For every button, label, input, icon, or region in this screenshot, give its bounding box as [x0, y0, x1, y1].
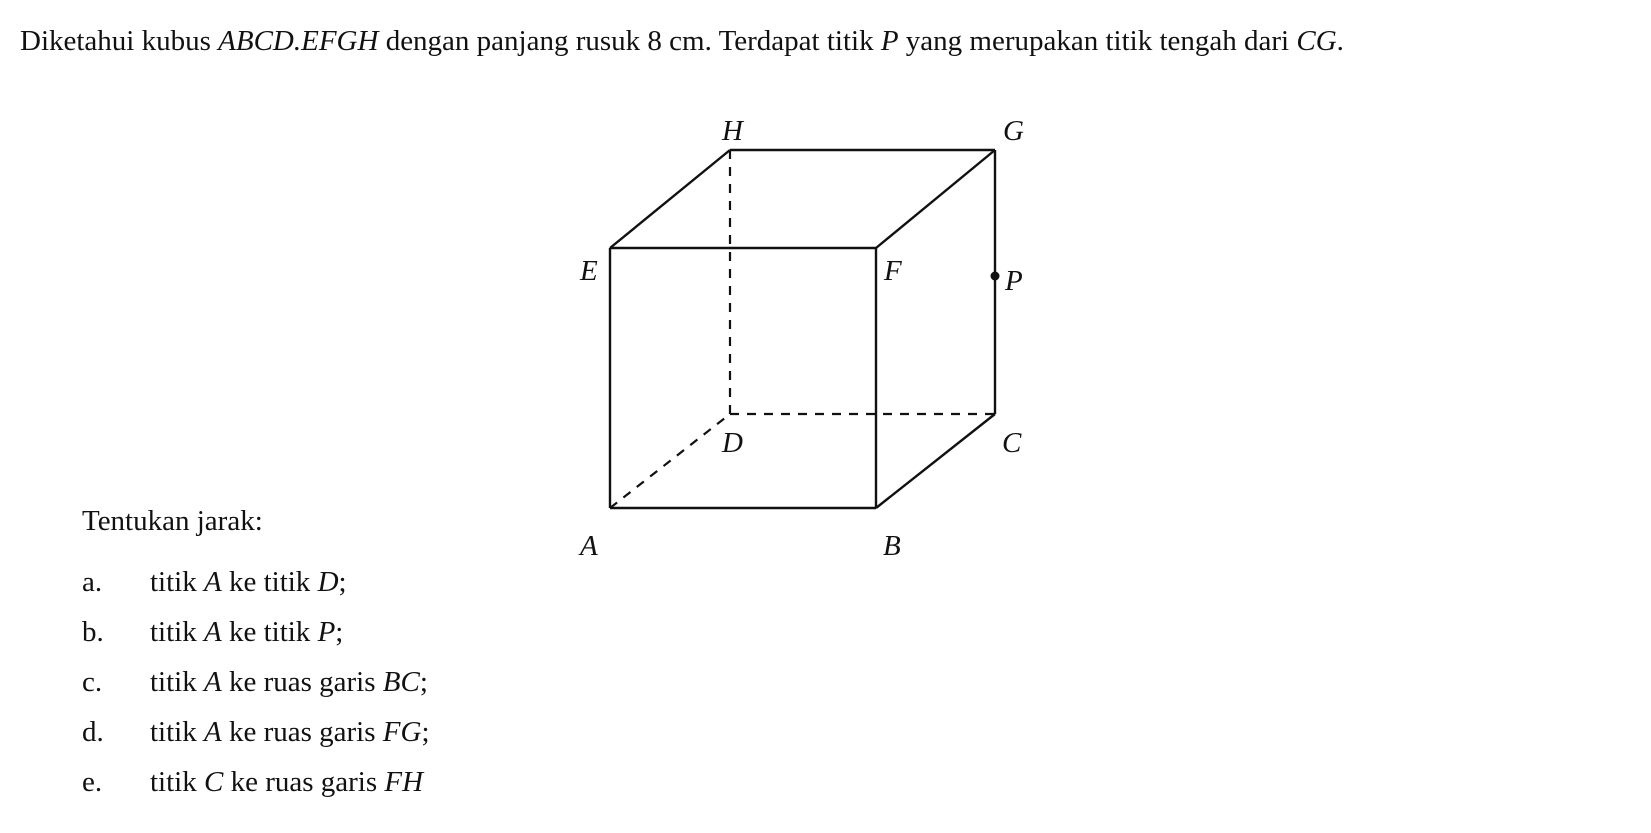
label-D: D: [722, 427, 743, 459]
problem-text-2: dengan panjang rusuk 8 cm. Terdapat titik: [378, 25, 881, 57]
question-letter: a.: [82, 566, 103, 598]
question-item: [82, 710, 430, 760]
label-G: G: [1003, 115, 1024, 147]
question-text: titik A ke ruas garis BC;: [150, 666, 428, 698]
point-name: P: [880, 25, 899, 57]
edge-BC: [876, 414, 995, 508]
question-text: titik A ke titik D;: [150, 566, 347, 598]
label-A: A: [580, 530, 598, 562]
question-item: [82, 660, 430, 710]
question-text: titik C ke ruas garis FH: [150, 766, 424, 798]
question-item: [82, 560, 430, 610]
question-letter: b.: [82, 616, 104, 648]
problem-text-4: .: [1336, 25, 1344, 57]
question-text: titik A ke ruas garis FG;: [150, 716, 430, 748]
question-item: [82, 760, 430, 810]
label-C: C: [1002, 427, 1022, 459]
cube-name: ABCD.EFGH: [218, 25, 379, 57]
problem-text-1: Diketahui kubus: [20, 25, 219, 57]
problem-text-3: yang merupakan titik tengah dari: [898, 25, 1297, 57]
label-P: P: [1005, 265, 1023, 297]
question-letter: c.: [82, 666, 103, 698]
segment-name: CG: [1296, 25, 1337, 57]
edge-EH: [610, 150, 730, 248]
question-prompt: Tentukan jarak:: [82, 505, 263, 537]
label-E: E: [580, 255, 598, 287]
label-B: B: [883, 530, 901, 562]
label-H: H: [722, 115, 743, 147]
edge-AD: [610, 414, 730, 508]
question-item: [82, 610, 430, 660]
question-letter: d.: [82, 716, 104, 748]
edge-FG: [876, 150, 995, 248]
question-letter: e.: [82, 766, 103, 798]
question-text: titik A ke titik P;: [150, 616, 344, 648]
point-P-dot: [991, 272, 1000, 281]
label-F: F: [884, 255, 902, 287]
question-list: [82, 560, 430, 810]
